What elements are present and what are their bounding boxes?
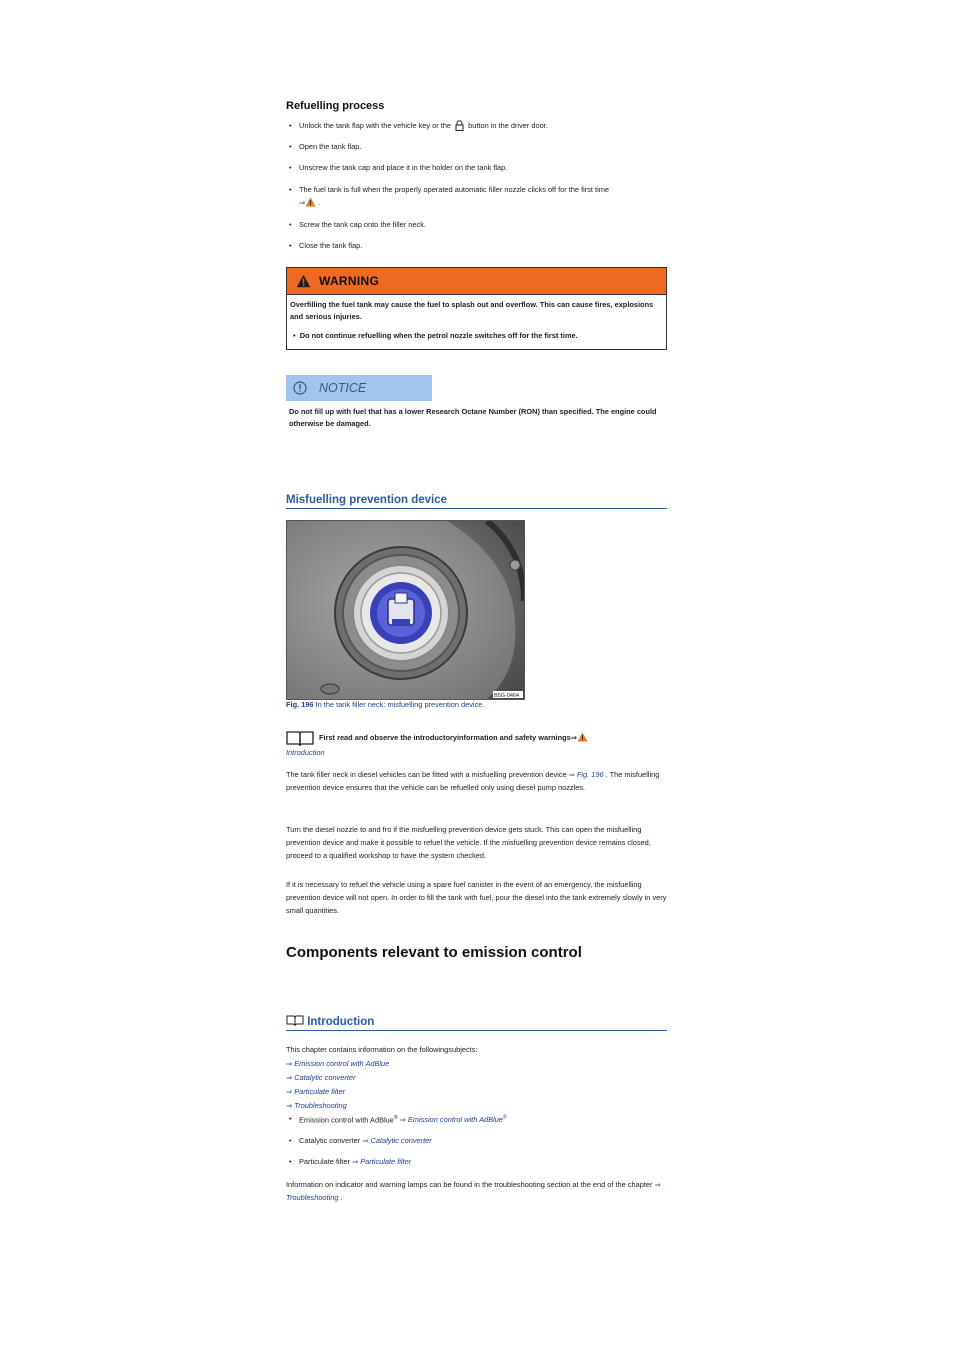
filler-neck-illustration xyxy=(287,521,524,699)
link-adblue[interactable]: ⇒ Emission control with AdBlue® xyxy=(399,1115,507,1125)
list-item: • Close the tank flap. xyxy=(286,240,667,251)
misfuelling-paragraph-3: If it is necessary to refuel the vehicle using a spare fuel canister in the event of an emergency, the misfuelling prevention device will not open. In order to fill the tank with fuel, pour the diesel into the tank extremely slowly in very small quantities. xyxy=(286,880,667,915)
misfuelling-paragraph-2: Turn the diesel nozzle to and fro if the misfuelling prevention device gets stuck. This can open the misfuelling prevention device and make it possible to refuel the vehicle. If the misfuelling prevention device remains closed, proceed to a qualified workshop to have the system checked. xyxy=(286,825,651,860)
emission-heading: Components relevant to emission control xyxy=(286,944,582,961)
list-item: • Particulate filter ⇒ Particulate filter xyxy=(286,1156,667,1167)
refuelling-heading: Refuelling process xyxy=(286,100,385,112)
link-catalytic[interactable]: ⇒ Catalytic converter xyxy=(362,1136,432,1146)
list-item: • Unlock the tank flap with the vehicle key or the button in the driver door. xyxy=(286,120,667,131)
book-icon xyxy=(286,730,314,746)
link-troubleshooting-inline[interactable]: ⇒ Troubleshooting xyxy=(286,1180,661,1202)
lock-icon xyxy=(455,120,464,131)
closing-paragraph: Information on indicator and warning lamps can be found in the troubleshooting section at the end of the chapter ⇒ Troubleshooting . xyxy=(286,1180,661,1202)
warning-box xyxy=(286,267,667,350)
list-item: • Screw the tank cap onto the filler neck. xyxy=(286,219,667,230)
filler-neck-figure xyxy=(286,520,525,700)
misfuelling-heading: Misfuelling prevention device xyxy=(286,494,667,509)
warning-text: Overfilling the fuel tank may cause the fuel to splash out and overflow. This can cause fires, explosions and serious injuries. xyxy=(290,300,654,321)
exclamation-circle-icon xyxy=(293,381,307,395)
warning-link[interactable]: ⇒ xyxy=(299,198,316,207)
emission-bullets xyxy=(286,1113,667,1167)
warning-bullet: • Do not continue refuelling when the petrol nozzle switches off for the first time. xyxy=(293,331,578,340)
introduction-link[interactable]: Introduction xyxy=(286,748,325,757)
notice-label: NOTICE xyxy=(319,381,367,395)
warning-header xyxy=(287,268,666,295)
fig-196-link[interactable]: ⇒ Fig. 196 xyxy=(568,770,604,779)
list-item: • Unscrew the tank cap and place it in the holder on the tank flap. xyxy=(286,162,667,173)
introduction-heading: Introduction xyxy=(286,1015,667,1031)
intro-text: This chapter contains information on the followingsubjects: xyxy=(286,1045,478,1054)
warning-label: WARNING xyxy=(319,274,380,288)
notice-text: Do not fill up with fuel that has a lower Research Octane Number (RON) than specified. The engine could otherwise be damaged. xyxy=(289,407,657,428)
warning-triangle-icon xyxy=(296,274,311,288)
warning-triangle-icon xyxy=(577,732,588,742)
book-icon xyxy=(286,1015,304,1026)
read-first-note: First read and observe the introductoryinformation and safety warnings⇒ Introduction xyxy=(286,730,667,760)
list-item: • Emission control with AdBlue® ⇒ Emission control with AdBlue® xyxy=(286,1113,667,1125)
list-item: • The fuel tank is full when the properly operated automatic filler nozzle clicks off for the first time ⇒ . xyxy=(286,183,667,209)
figure-code: B5G-0464 xyxy=(494,693,520,699)
link-emission-control[interactable]: ⇒ Emission control with AdBlue xyxy=(286,1059,390,1068)
refuelling-steps xyxy=(286,120,667,251)
link-particulate-filter[interactable]: ⇒ Particulate filter xyxy=(286,1087,346,1096)
link-troubleshooting[interactable]: ⇒ Troubleshooting xyxy=(286,1101,347,1110)
figure-caption: Fig. 196 In the tank filler neck: misfuelling prevention device. xyxy=(286,700,485,709)
list-item: • Catalytic converter ⇒ Catalytic converter xyxy=(286,1135,667,1146)
list-item: • Open the tank flap. xyxy=(286,141,667,152)
link-particulate[interactable]: ⇒ Particulate filter xyxy=(352,1157,412,1167)
warning-triangle-icon xyxy=(305,197,316,207)
link-catalytic-converter[interactable]: ⇒ Catalytic converter xyxy=(286,1073,356,1082)
notice-header xyxy=(286,375,432,401)
subject-list xyxy=(286,1043,667,1113)
misfuelling-paragraph-1: The tank filler neck in diesel vehicles can be fitted with a misfuelling prevention device ⇒ Fig. 196 . The misfuelling prevention device ensures that the vehicle can be refuelled only using diesel pump nozzles. xyxy=(286,770,660,792)
